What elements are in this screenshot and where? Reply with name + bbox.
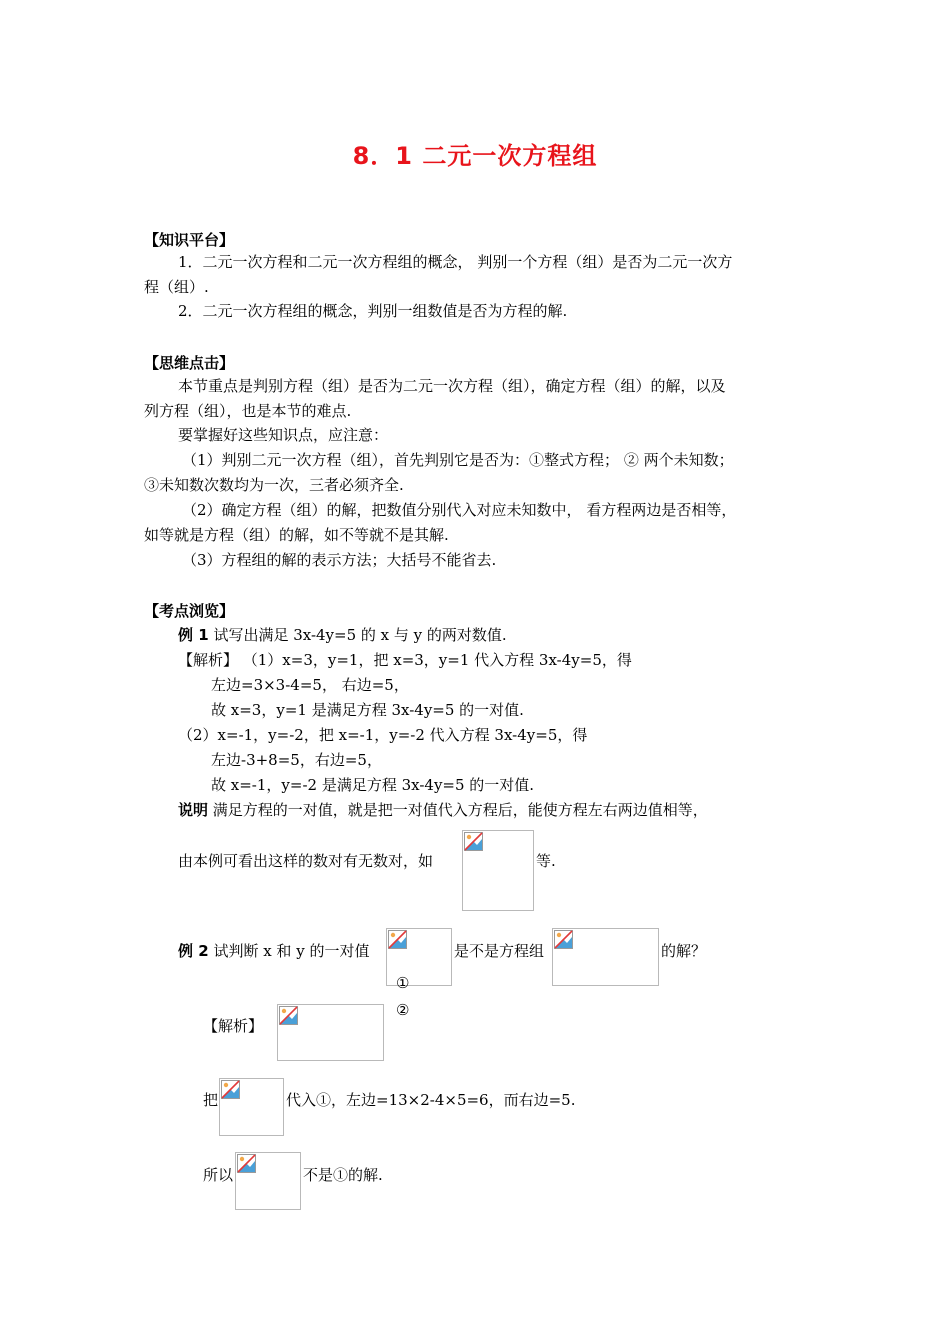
solution-line: 左边=3×3-4=5， 右边=5， bbox=[211, 676, 409, 694]
section-heading-exam: 【考点浏览】 bbox=[144, 602, 235, 620]
broken-image-icon bbox=[237, 1154, 256, 1173]
circled-two: ② bbox=[396, 1001, 410, 1019]
so-text-a: 所以 bbox=[203, 1166, 234, 1184]
equation-image bbox=[552, 928, 659, 986]
paragraph-line: 1．二元一次方程和二元一次方程组的概念， 判别一个方程（组）是否为二元一次方 bbox=[178, 253, 733, 271]
note-label: 说明 bbox=[178, 801, 209, 819]
example-2-label: 例 2 bbox=[178, 942, 209, 960]
so-text-b: 不是①的解. bbox=[303, 1166, 383, 1184]
equation-image bbox=[219, 1078, 284, 1136]
paragraph-line: 如等就是方程（组）的解，如不等就不是其解. bbox=[144, 526, 449, 544]
section-heading-knowledge: 【知识平台】 bbox=[144, 231, 235, 249]
put-text-b: 代入①，左边=13×2-4×5=6，而右边=5. bbox=[286, 1091, 576, 1109]
solution-line: 左边-3+8=5，右边=5， bbox=[211, 751, 382, 769]
put-text-a: 把 bbox=[203, 1091, 219, 1109]
paragraph-line: 程（组）. bbox=[144, 278, 209, 296]
example-1-text: 试写出满足 3x-4y=5 的 x 与 y 的两对数值. bbox=[208, 626, 507, 644]
solution-line: 故 x=-1，y=-2 是满足方程 3x-4y=5 的一对值. bbox=[211, 776, 535, 794]
example-2 bbox=[178, 941, 369, 961]
broken-image-icon bbox=[388, 930, 407, 949]
note bbox=[178, 800, 708, 820]
example-2-text: 试判断 x 和 y 的一对值 bbox=[208, 942, 370, 960]
paragraph-line: 要掌握好这些知识点，应注意： bbox=[178, 426, 389, 444]
section-heading-thinking: 【思维点击】 bbox=[144, 354, 235, 372]
paragraph-line: （1）判别二元一次方程（组），首先判别它是否为：①整式方程； ② 两个未知数； bbox=[182, 451, 734, 469]
note-text: 满足方程的一对值，就是把一对值代入方程后，能使方程左右两边值相等， bbox=[208, 801, 708, 819]
paragraph-line: 本节重点是判别方程（组）是否为二元一次方程（组），确定方程（组）的解，以及 bbox=[178, 377, 726, 395]
paragraph-line: （2）确定方程（组）的解，把数值分别代入对应未知数中， 看方程两边是否相等， bbox=[182, 501, 737, 519]
broken-image-icon bbox=[464, 832, 483, 851]
solution-label: 【解析】 bbox=[203, 1017, 264, 1035]
example-2-text-c: 的解？ bbox=[661, 942, 707, 960]
example-1 bbox=[178, 625, 507, 645]
solution-line: 故 x=3，y=1 是满足方程 3x-4y=5 的一对值. bbox=[211, 701, 524, 719]
example-1-label: 例 1 bbox=[178, 626, 209, 644]
circled-one: ① bbox=[396, 974, 410, 992]
broken-image-icon bbox=[221, 1080, 240, 1099]
paragraph-line: 列方程（组），也是本节的难点. bbox=[144, 402, 352, 420]
broken-image-icon bbox=[554, 930, 573, 949]
equation-image bbox=[277, 1004, 384, 1061]
example-2-text-b: 是不是方程组 bbox=[454, 942, 545, 960]
equation-image bbox=[235, 1152, 301, 1210]
paragraph-line: ③未知数次数均为一次，三者必须齐全. bbox=[144, 476, 404, 494]
paragraph-line: （3）方程组的解的表示方法；大括号不能省去. bbox=[182, 551, 497, 569]
page-title: 8．1 二元一次方程组 bbox=[352, 142, 598, 170]
broken-image-icon bbox=[279, 1006, 298, 1025]
equation-image bbox=[462, 830, 534, 911]
note-line-2a: 由本例可看出这样的数对有无数对，如 bbox=[178, 852, 434, 870]
solution-line: 【解析】 （1）x=3，y=1，把 x=3，y=1 代入方程 3x-4y=5，得 bbox=[178, 651, 632, 669]
paragraph-line: 2．二元一次方程组的概念，判别一组数值是否为方程的解. bbox=[178, 302, 568, 320]
note-line-2b: 等. bbox=[536, 852, 556, 870]
solution-line: （2）x=-1，y=-2，把 x=-1，y=-2 代入方程 3x-4y=5，得 bbox=[178, 726, 588, 744]
